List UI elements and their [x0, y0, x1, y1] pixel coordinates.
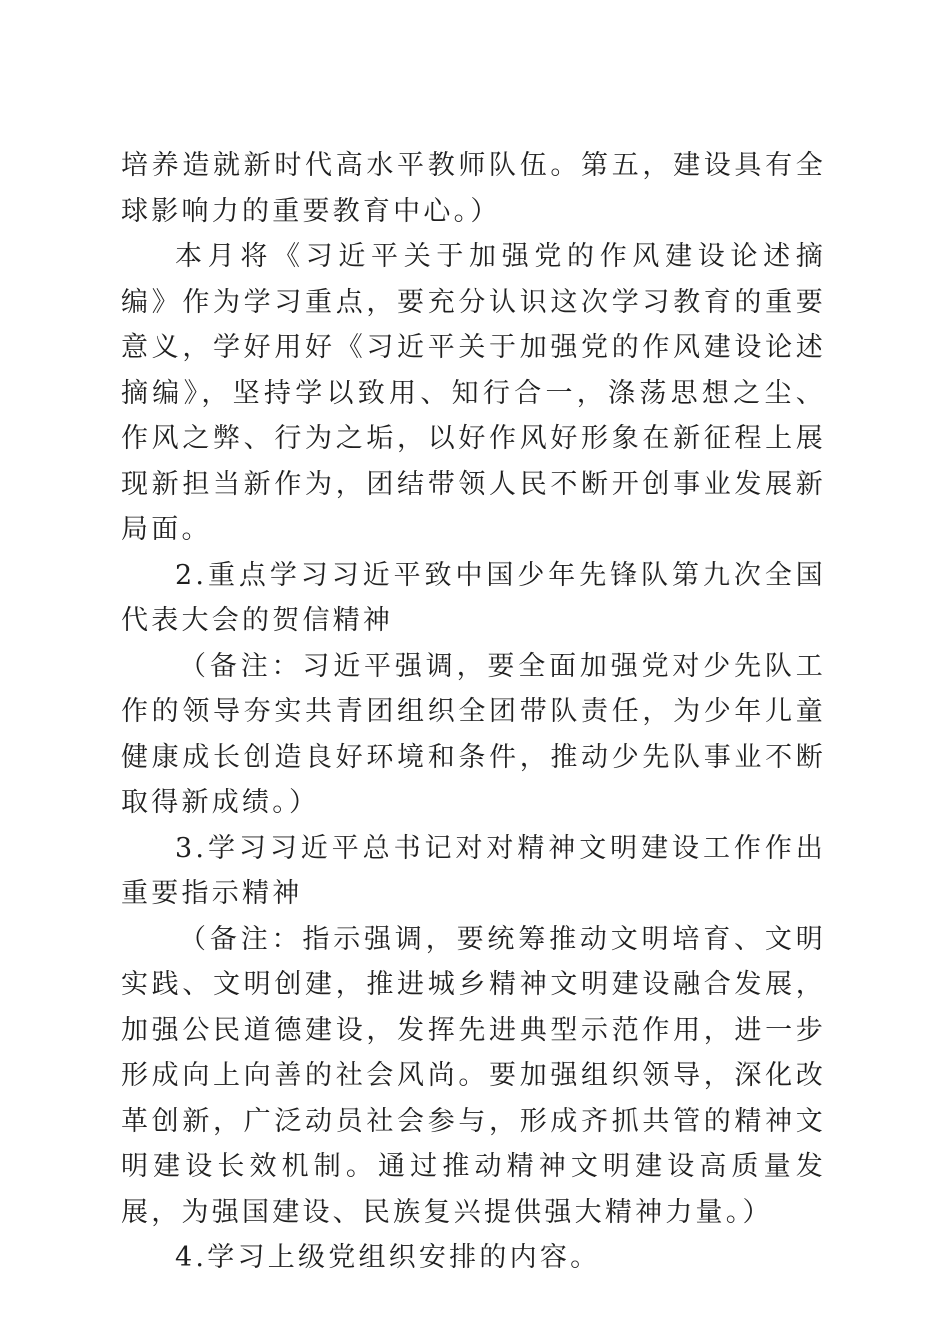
document-body — [121, 143, 826, 1281]
item-2-heading: 2.重点学习习近平致中国少年先锋队第九次全国代表大会的贺信精神 — [121, 559, 826, 636]
paragraph-continuation: 培养造就新时代高水平教师队伍。第五，建设具有全球影响力的重要教育中心。） — [121, 150, 826, 227]
item-2-note: （备注：习近平强调，要全面加强党对少先队工作的领导夯实共青团组织全团带队责任，为少年儿童健康成长创造良好环境和条件，推动少先队事业不断取得新成绩。） — [121, 650, 826, 818]
item-3-note: （备注：指示强调，要统筹推动文明培育、文明实践、文明创建，推进城乡精神文明建设融合发展，加强公民道德建设，发挥先进典型示范作用，进一步形成向上向善的社会风尚。要加强组织领导，深化改革创新，广泛动员社会参与，形成齐抓共管的精神文明建设长效机制。通过推动精神文明建设高质量发展，为强国建设、民族复兴提供强大精神力量。） — [121, 923, 826, 1228]
item-4-heading: 4.学习上级党组织安排的内容。 — [175, 1242, 601, 1273]
paragraph-study-focus: 本月将《习近平关于加强党的作风建设论述摘编》作为学习重点，要充分认识这次学习教育的重要意义，学好用好《习近平关于加强党的作风建设论述摘编》，坚持学以致用、知行合一，涤荡思想之尘、作风之弊、行为之垢，以好作风好形象在新征程上展现新担当新作为，团结带领人民不断开创事业发展新局面。 — [121, 241, 826, 545]
item-3-heading: 3.学习习近平总书记对对精神文明建设工作作出重要指示精神 — [121, 832, 826, 909]
